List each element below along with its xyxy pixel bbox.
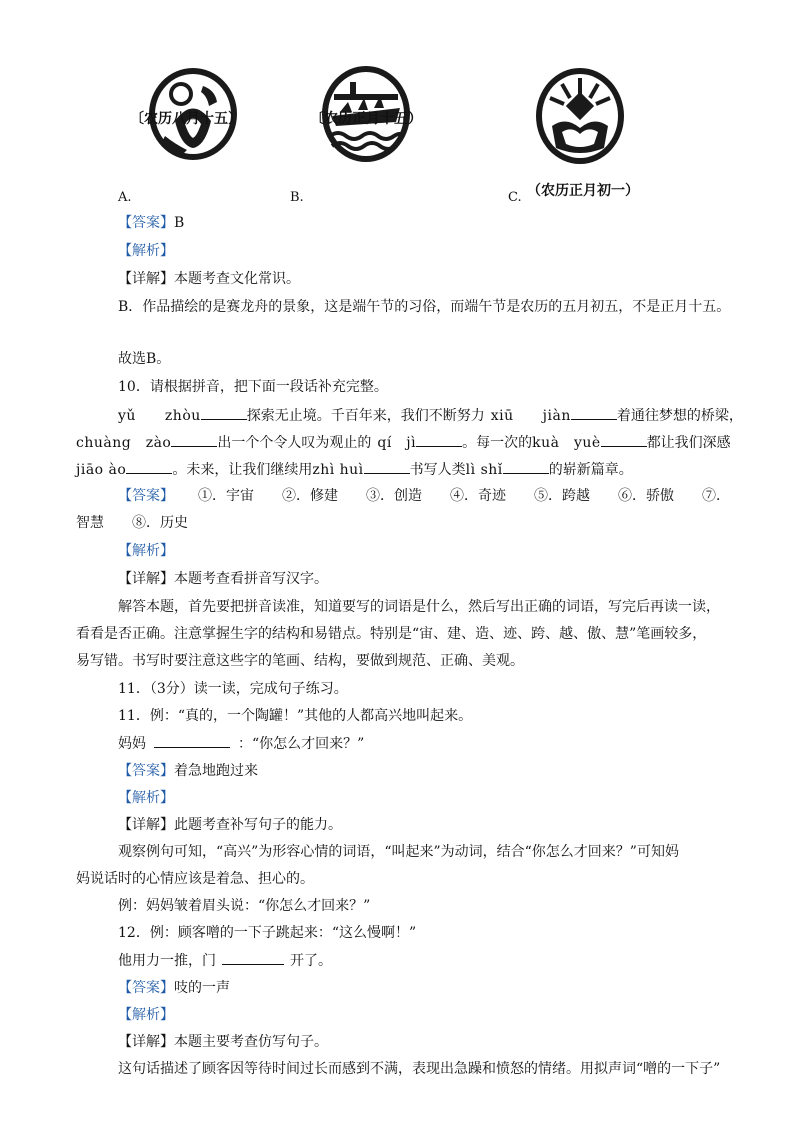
q9-conclusion: 故选B。 <box>118 351 171 367</box>
option-c-caption: （农历正月初一） <box>527 183 639 199</box>
q11-explain-1: 观察例句可知，“高兴”为形容心情的词语，“叫起来”为动词，结合“你怎么才回来？”可知妈 <box>118 844 679 860</box>
q10-question: 10．请根据拼音，把下面一段话补充完整。 <box>118 379 388 395</box>
q10-passage-line-1 <box>118 406 743 425</box>
q11-explain-2: 妈说话时的心情应该是着急、担心的。 <box>76 871 314 887</box>
answer-tag: 【答案】 <box>118 215 174 231</box>
pinyin-yuzhou: yǔ zhòu <box>118 408 201 424</box>
option-a-caption: 〔农历八月十五） <box>130 111 242 127</box>
q9-answer: B <box>174 215 185 231</box>
q12-detail-line <box>118 1033 328 1051</box>
q11-detail-line <box>118 816 342 834</box>
passage-text: 着通往梦想的桥梁， <box>616 408 743 424</box>
q10-passage-line-3 <box>76 460 633 479</box>
q11-example: 11．例：“真的，一个陶罐！”其他的人都高兴地叫起来。 <box>118 708 473 724</box>
q10-answer-line-2: 智慧 ⑧．历史 <box>76 515 188 531</box>
q12-detail: 本题主要考查仿写句子。 <box>174 1034 328 1050</box>
pinyin-jiaoao: jiāo ào <box>76 462 127 478</box>
q12-blank[interactable] <box>222 951 284 965</box>
blank-6[interactable] <box>126 460 172 474</box>
passage-text: 。未来，让我们继续用 <box>172 462 313 478</box>
q11-analysis-tag: 【解析】 <box>118 790 174 806</box>
q10-answer-line-1 <box>118 487 730 505</box>
q10-explain-3: 易写错。书写时要注意这些字的笔画、结构，要做到规范、正确、美观。 <box>76 653 524 669</box>
q9-analysis-tag: 【解析】 <box>118 243 174 259</box>
q12-example: 12．例：顾客噌的一下子跳起来：“这么慢啊！” <box>118 925 417 941</box>
q9-detail: 本题考查文化常识。 <box>174 271 300 287</box>
q12-prompt <box>118 951 332 970</box>
passage-text: 。每一次的 <box>462 435 533 451</box>
pinyin-chuangzao: chuàng zào <box>76 435 172 451</box>
detail-tag: 【详解】 <box>118 571 174 587</box>
q11-answer: 着急地跑过来 <box>174 763 258 779</box>
answer-tag: 【答案】 <box>118 980 174 996</box>
answer-tag: 【答案】 <box>118 763 174 779</box>
q12-answer-line <box>118 979 230 997</box>
blank-8[interactable] <box>503 460 549 474</box>
pinyin-zhihui: zhì huì <box>312 462 364 478</box>
q11-example-answer: 例：妈妈皱着眉头说：“你怎么才回来？” <box>118 898 371 914</box>
q10-answer: ①．宇宙 ②．修建 ③．创造 ④．奇迹 ⑤．跨越 ⑥．骄傲 ⑦． <box>198 488 730 504</box>
q9-detail-line <box>118 270 300 288</box>
answer-tag: 【答案】 <box>118 488 174 504</box>
pinyin-kuayue: kuà yuè <box>532 435 601 451</box>
passage-text: 出一个个令人叹为观止的 <box>217 435 372 451</box>
prompt-text: 妈妈 <box>118 736 146 752</box>
q11-title: 11．（3分）读一读，完成句子练习。 <box>118 681 348 697</box>
option-b-caption: 〔农历正月十五） <box>310 111 422 127</box>
passage-text: 探索无止境。千百年来，我们不断努力 <box>246 408 485 424</box>
blank-4[interactable] <box>416 433 462 447</box>
detail-tag: 【详解】 <box>118 817 174 833</box>
pinyin-lishi: lì shǐ <box>465 462 503 478</box>
prompt-text: 他用力一推，门 <box>118 953 216 969</box>
option-c-letter: C. <box>508 190 522 205</box>
passage-text: 的崭新篇章。 <box>548 462 633 478</box>
q9-explain: B．作品描绘的是赛龙舟的景象，这是端午节的习俗，而端午节是农历的五月初五，不是正月十五。 <box>118 299 731 315</box>
q10-passage-line-2 <box>76 433 731 452</box>
q10-explain-2: 看看是否正确。注意掌握生字的结构和易错点。特别是“宙、建、造、迹、跨、越、傲、慧”笔画较多， <box>76 626 707 642</box>
blank-1[interactable] <box>201 406 247 420</box>
option-a-letter: A. <box>118 190 132 205</box>
prompt-text: 开了。 <box>290 953 332 969</box>
prompt-text: ：“你怎么才回来？” <box>238 736 365 752</box>
passage-text: 都让我们深感 <box>646 435 731 451</box>
blank-2[interactable] <box>571 406 617 420</box>
blank-3[interactable] <box>171 433 217 447</box>
q10-detail: 本题考查看拼音写汉字。 <box>174 571 328 587</box>
detail-tag: 【详解】 <box>118 271 174 287</box>
q11-answer-line <box>118 762 258 780</box>
q9-answer-line <box>118 214 184 232</box>
q12-explain-1: 这句话描述了顾客因等待时间过长而感到不满，表现出急躁和愤怒的情绪。用拟声词“噌的一下子” <box>118 1061 721 1077</box>
pinyin-xiujian: xiū jiàn <box>490 408 571 424</box>
q11-detail: 此题考查补写句子的能力。 <box>174 817 342 833</box>
detail-tag: 【详解】 <box>118 1034 174 1050</box>
q10-detail-line <box>118 570 328 588</box>
blank-5[interactable] <box>601 433 647 447</box>
q12-analysis-tag: 【解析】 <box>118 1007 174 1023</box>
q11-prompt <box>118 734 364 753</box>
q11-blank[interactable] <box>154 734 230 748</box>
q12-answer: 吱的一声 <box>174 980 230 996</box>
option-b-letter: B. <box>290 190 304 205</box>
passage-text: 书写人类 <box>409 462 466 478</box>
q10-explain-1: 解答本题，首先要把拼音读准，知道要写的词语是什么，然后写出正确的词语，写完后再读一读， <box>118 599 720 615</box>
q10-analysis-tag: 【解析】 <box>118 543 174 559</box>
spring-festival-paper-cut-image <box>532 66 628 166</box>
pinyin-qiji: qí jì <box>377 435 417 451</box>
blank-7[interactable] <box>364 460 410 474</box>
